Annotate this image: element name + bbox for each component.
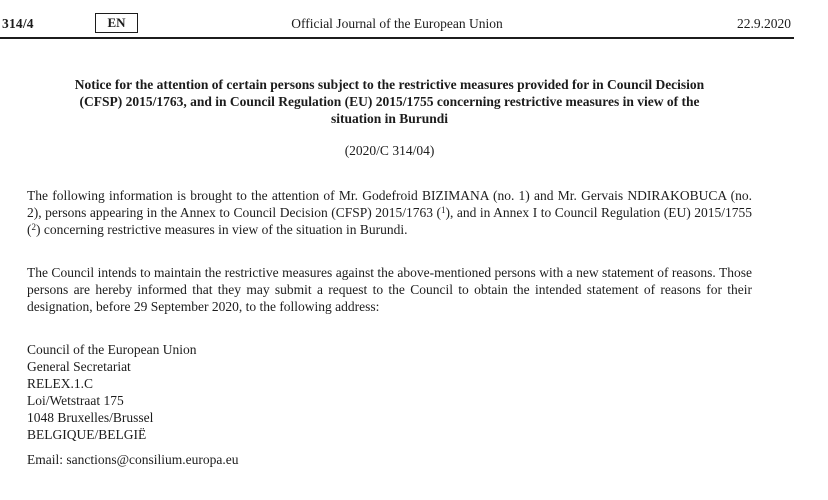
address-line: RELEX.1.C — [27, 376, 93, 391]
paragraph-1-text: The following information is brought to the attention of Mr. Godefroid BIZIMANA (no. 1) and Mr. Gervais NDIRAKOBUCA (no. 2), persons appearing in the Annex to Council Decision (CFSP) 2015/1763 ( — [27, 188, 752, 220]
address-line: BELGIQUE/BELGIË — [27, 427, 147, 442]
page-number: 314/4 — [2, 16, 34, 31]
language-code: EN — [107, 15, 126, 30]
address-line: 1048 Bruxelles/Brussel — [27, 410, 154, 425]
footnote-ref-2: 2 — [31, 222, 36, 232]
journal-header — [0, 0, 794, 39]
address-block — [27, 341, 752, 443]
address-line: Council of the European Union — [27, 342, 197, 357]
address-line: Loi/Wetstraat 175 — [27, 393, 124, 408]
paragraph-1 — [27, 187, 752, 238]
journal-title: Official Journal of the European Union — [291, 16, 503, 31]
email-line: Email: sanctions@consilium.europa.eu — [27, 452, 239, 467]
notice-title: Notice for the attention of certain persons subject to the restrictive measures provided for in Council Decision (CFSP) 2015/1763, and in Council Regulation (EU) 2015/1755 concerning restrictive measures in view of the situation in Burundi — [74, 77, 705, 126]
document-number: (2020/C 314/04) — [344, 143, 435, 158]
notice-content — [27, 40, 752, 468]
address-line: General Secretariat — [27, 359, 131, 374]
paragraph-1-text: ) concerning restrictive measures in view of the situation in Burundi. — [36, 222, 408, 237]
footnote-ref-1: 1 — [441, 205, 446, 215]
paragraph-2: The Council intends to maintain the restrictive measures against the above-mentioned persons with a new statement of reasons. Those persons are hereby informed that they may submit a request to the Council to obtain the intended statement of reasons for their designation, before 29 September 2020, to the following address: — [27, 265, 752, 314]
issue-date: 22.9.2020 — [737, 16, 791, 31]
paragraph-1-text: ), and in Annex I to Council Regulation (EU) 2015/1755 ( — [27, 205, 752, 237]
